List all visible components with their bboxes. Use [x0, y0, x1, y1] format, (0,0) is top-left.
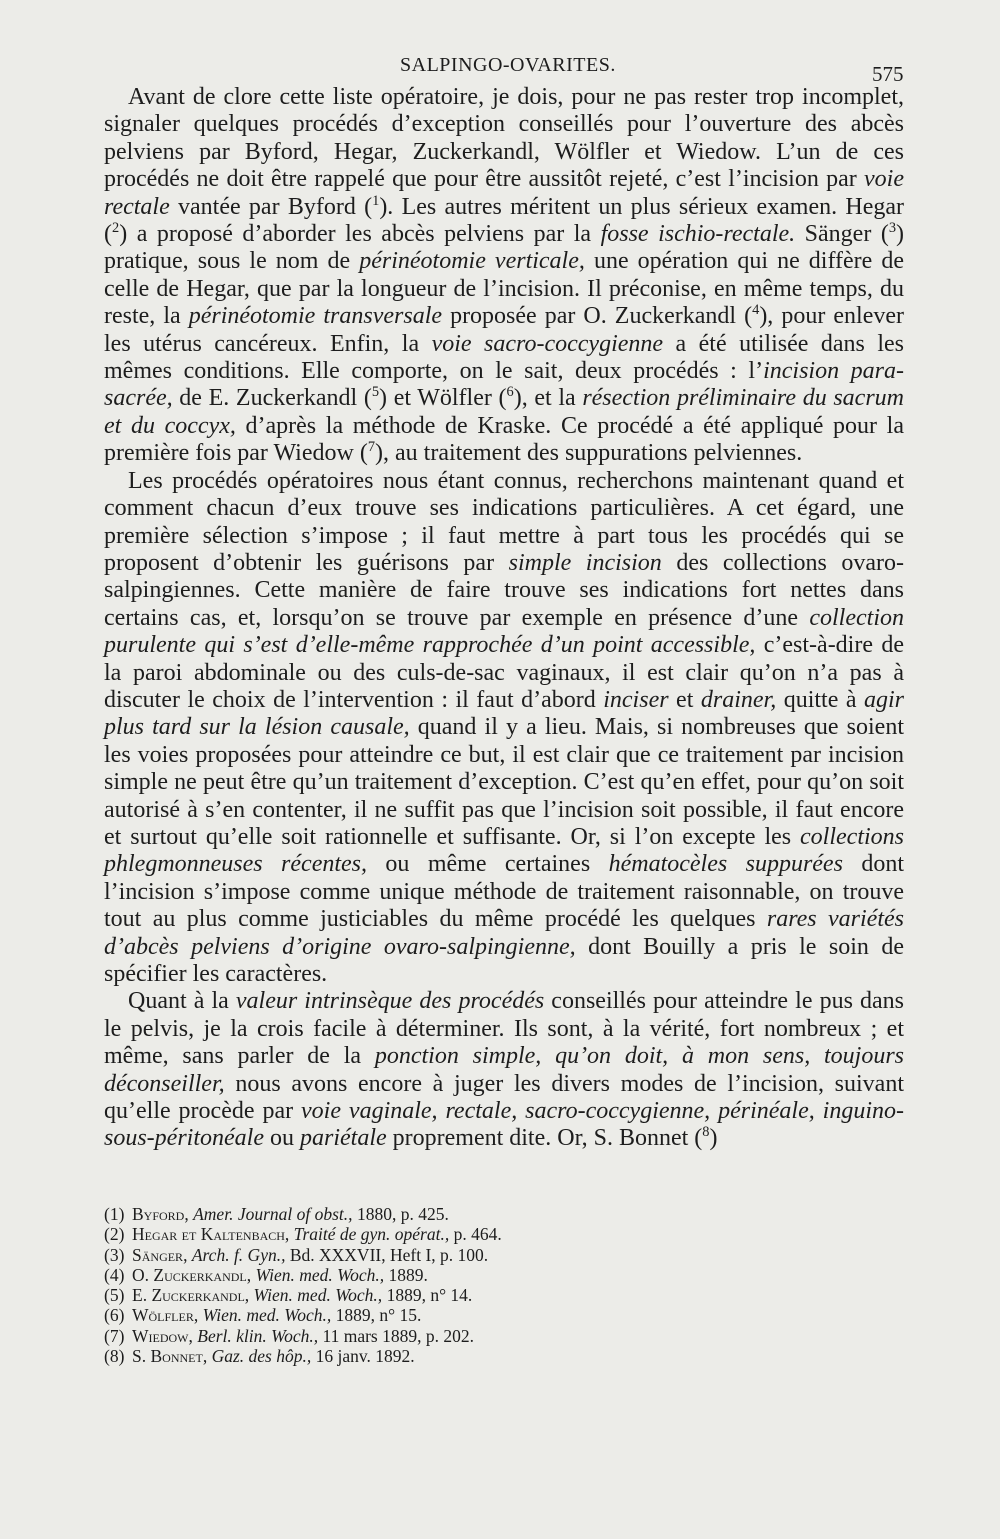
text-run: ), et la	[513, 385, 583, 412]
footnote	[104, 1224, 904, 1244]
text-run: et	[668, 686, 701, 713]
footnote-reference: Wien. med. Woch.,	[255, 1264, 385, 1285]
footnote-number: (5)	[104, 1285, 125, 1306]
footnote	[104, 1285, 904, 1305]
text-run: ) et Wölfler (	[379, 385, 507, 412]
text-run: ) a proposé d’aborder les abcès pelviens par la	[119, 221, 601, 248]
paragraph	[104, 468, 904, 989]
footnote-ref: 5	[371, 384, 380, 401]
running-head	[0, 54, 1000, 84]
text-run: Quant à la	[128, 988, 236, 1015]
italic-text: simple incision	[508, 549, 662, 576]
footnote-ref: 7	[367, 439, 376, 456]
text-run: ), pour enlever les utérus cancéreux. Enfin, la	[104, 303, 904, 357]
footnote	[104, 1204, 904, 1224]
italic-text: résection préliminaire du sacrum et du coccyx,	[104, 385, 905, 439]
footnote	[104, 1305, 904, 1325]
text-run: proposée par O. Zuckerkandl (	[442, 303, 753, 330]
italic-text: agir plus tard sur la lésion causale,	[104, 686, 904, 741]
footnote-number: (6)	[104, 1305, 125, 1326]
paragraph	[104, 84, 904, 468]
text-run: )	[709, 1125, 718, 1152]
text-run: a été utilisée dans les mêmes conditions. Elle comporte, on le sait, deux procédés : l’	[104, 330, 904, 385]
text-run: dont Bouilly a pris le soin de spécifier les caractères.	[104, 933, 904, 987]
footnote-author: Byford,	[132, 1204, 189, 1224]
text-run: vantée par Byford (	[169, 193, 373, 220]
italic-text: rares variétés d’abcès pelviens d’origine ovaro-salpingienne,	[104, 906, 904, 960]
footnote-author: O. Zuckerkandl,	[132, 1264, 252, 1285]
running-title: SALPINGO-OVARITES.	[400, 54, 616, 76]
footnotes	[104, 1204, 904, 1366]
footnote-author: Wiedow,	[132, 1325, 193, 1346]
text-run: une opération qui ne diffère de celle de Hegar, que par la longueur de l’incision. Il préconise, en même temps, du reste, la	[104, 248, 905, 330]
footnote-details: p. 464.	[453, 1224, 502, 1245]
footnote-reference: Traité de gyn. opérat.,	[293, 1224, 450, 1245]
italic-text: inciser	[603, 686, 669, 713]
italic-text: pariétale	[299, 1125, 387, 1152]
footnote-number: (1)	[104, 1204, 125, 1224]
text-run: nous avons encore à juger les divers modes de l’incision, suivant qu’elle procède par	[104, 1070, 904, 1125]
footnote-details: 1880, p. 425.	[356, 1204, 449, 1224]
footnote-reference: Wien. med. Woch.,	[253, 1285, 383, 1306]
footnote-details: 11 mars 1889, p. 202.	[322, 1325, 474, 1346]
footnote-number: (8)	[104, 1346, 125, 1367]
text-run: d’après la méthode de Kraske. Ce procédé a été appliqué pour la première fois par Wiedow (	[104, 412, 904, 467]
italic-text: collection purulente qui s’est d’elle-même rapprochée d’un point accessible,	[104, 604, 904, 659]
page-number: 575	[872, 62, 904, 86]
italic-text: incision para-sacrée,	[104, 358, 904, 412]
footnote-reference: Arch. f. Gyn.,	[191, 1244, 286, 1265]
body-text	[104, 84, 904, 1153]
text-run: conseillés pour atteindre le pus dans le pelvis, je la crois facile à déterminer. Ils sont, à la vérité, fort nombreux ; et même, sans parler de la	[104, 988, 904, 1070]
text-run: de E. Zuckerkandl (	[172, 385, 372, 412]
footnote-ref: 8	[702, 1124, 710, 1141]
text-run: quitte à	[776, 686, 864, 713]
text-run: ), au traitement des suppurations pelviennes.	[375, 440, 803, 467]
footnote-number: (3)	[104, 1244, 125, 1265]
footnote-details: 1889, n° 14.	[386, 1285, 473, 1306]
footnote-author: Hegar et Kaltenbach,	[132, 1224, 290, 1245]
text-run: quand il y a lieu. Mais, si nombreuses que soient les voies proposées pour atteindre ce but, il est clair que ce traitement par incision simple ne peut être qu’un traitement d’exception. C’est qu’en effet, pour qu’on soit autorisé à s’en contenter, il ne suffit pas que l’incision soit possible, il faut encore et surtout qu’elle soit rationnelle et suffisante. Or, si l’on excepte les	[104, 714, 904, 850]
footnote-number: (2)	[104, 1224, 125, 1245]
footnote	[104, 1245, 904, 1265]
footnote-reference: Wien. med. Woch.,	[202, 1305, 332, 1326]
footnote-author: E. Zuckerkandl,	[132, 1285, 250, 1306]
footnote-ref: 4	[752, 302, 760, 319]
text-run: ). Les autres méritent un plus sérieux examen. Hegar (	[104, 193, 904, 248]
footnote-reference: Berl. klin. Woch.,	[197, 1325, 319, 1346]
text-run: ) pratique, sous le nom de	[104, 221, 905, 275]
footnote-ref: 2	[112, 220, 120, 237]
text-run: c’est-à-dire de la paroi abdominale ou des culs-de-sac vaginaux, il est clair qu’on n’a pas à discuter le choix de l’intervention : il faut d’abord	[104, 632, 904, 713]
footnote-details: 16 janv. 1892.	[315, 1346, 415, 1367]
paragraph	[104, 988, 904, 1152]
footnote-reference: Amer. Journal of obst.,	[193, 1204, 353, 1224]
footnote-ref: 3	[888, 220, 897, 237]
italic-text: collections phlegmonneuses récentes,	[104, 823, 904, 878]
footnote-details: Bd. XXXVII, Heft I, p. 100.	[289, 1244, 489, 1265]
footnote-details: 1889.	[388, 1264, 428, 1285]
italic-text: ponction simple, qu’on doit, à mon sens, toujours déconseiller,	[104, 1043, 905, 1097]
italic-text: voie rectale	[104, 166, 904, 220]
footnote	[104, 1265, 904, 1285]
footnote-author: Wölfler,	[132, 1305, 199, 1326]
italic-text: hématocèles suppurées	[608, 851, 843, 878]
italic-text: périnéotomie transversale	[188, 303, 443, 330]
text-run: proprement dite. Or, S. Bonnet (	[386, 1125, 703, 1152]
footnote-number: (4)	[104, 1264, 125, 1285]
italic-text: voie sacro-coccygienne	[431, 330, 664, 357]
text-run: dont l’incision s’impose comme unique méthode de traitement raisonnable, on trouve tout au plus comme justiciables du même procédé les quelques	[104, 851, 905, 933]
footnote-author: Sänger,	[132, 1244, 188, 1265]
text-run: des collections ovaro-salpingiennes. Cette manière de faire trouve ses indications fort nettes dans certains cas, et, lorsqu’on se trouve par exemple en présence d’une	[104, 549, 905, 631]
italic-text: périnéotomie verticale,	[359, 248, 585, 275]
footnote-details: 1889, n° 15.	[335, 1305, 422, 1326]
footnote-number: (7)	[104, 1325, 125, 1346]
footnote-reference: Gaz. des hôp.,	[211, 1346, 312, 1367]
footnote-ref: 6	[506, 384, 514, 401]
text-run: Avant de clore cette liste opératoire, je dois, pour ne pas rester trop incomplet, signaler quelques procédés d’exception conseillés pour l’ouverture des abcès pelviens par Byford, Hegar, Zuckerkandl, Wölfler et Wiedow. L’un de ces procédés ne doit être rappelé que pour être aussitôt rejeté, c’est l’incision par	[104, 84, 904, 193]
italic-text: fosse ischio-rectale.	[600, 221, 796, 248]
text-run: Sänger (	[795, 221, 889, 248]
text-run: ou même certaines	[367, 851, 609, 878]
footnote	[104, 1326, 904, 1346]
footnote-ref: 1	[372, 192, 380, 209]
footnote-author: S. Bonnet,	[132, 1346, 208, 1367]
text-run: ou	[263, 1125, 300, 1152]
italic-text: voie vaginale, rectale, sacro-coccygienne, périnéale, inguino-sous-péritonéale	[104, 1098, 904, 1152]
text-run: Les procédés opératoires nous étant connus, recherchons maintenant quand et comment chacun d’eux trouve ses indications particulières. A cet égard, une première sélection s’impose ; il faut mettre à part tous les procédés qui se proposent d’obtenir les guérisons par	[104, 467, 904, 576]
italic-text: drainer,	[700, 686, 777, 713]
footnote	[104, 1346, 904, 1366]
italic-text: valeur intrinsèque des procédés	[235, 988, 545, 1015]
